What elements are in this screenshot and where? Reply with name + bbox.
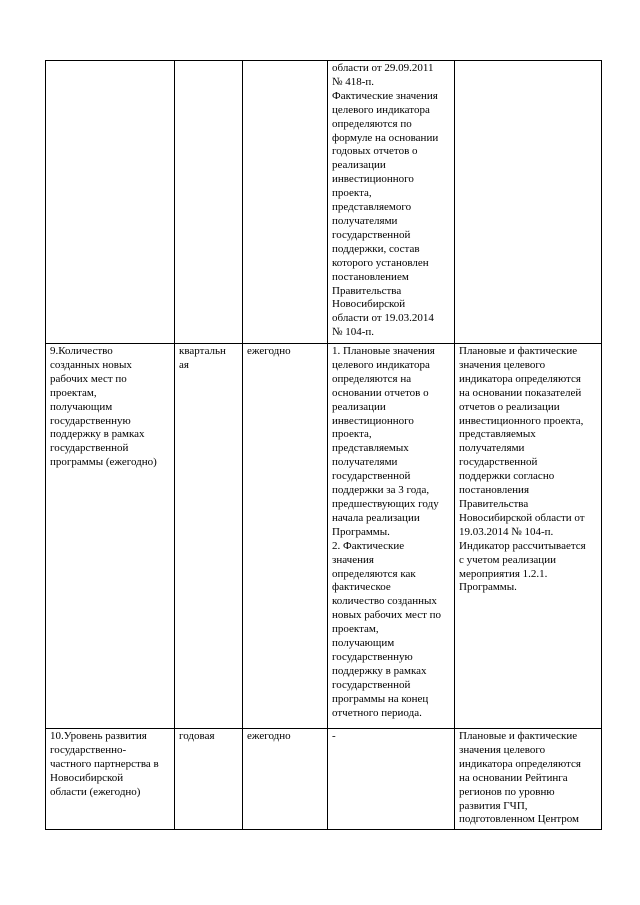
- cell-text-line: отчетов о реализации: [459, 400, 560, 413]
- cell-text-line: рабочих мест по: [50, 372, 127, 385]
- cell-text-line: фактическое: [332, 581, 391, 594]
- cell-text-line: определяются как: [332, 567, 416, 580]
- cell-text-line: формуле на основании: [332, 131, 439, 144]
- cell-text-line: 2. Фактические: [332, 539, 405, 552]
- cell-text-line: государственной: [332, 228, 411, 241]
- cell-text-line: определяются по: [332, 117, 412, 130]
- cell-text-line: предшествующих году: [332, 497, 439, 510]
- cell-text-line: получающим: [332, 637, 395, 650]
- cell-text-line: новых рабочих мест по: [332, 609, 442, 622]
- periodicity-cell: [175, 729, 243, 830]
- cell-text-line: постановления: [459, 484, 530, 497]
- cell-text-line: государственную: [50, 414, 131, 427]
- cell-text-line: 9.Количество: [50, 345, 113, 357]
- cell-text-line: инвестиционного проекта,: [459, 414, 584, 427]
- cell-text-line: значения целевого: [459, 358, 546, 371]
- cell-text-line: № 104-п.: [332, 326, 375, 339]
- cell-text-line: целевого индикатора: [332, 103, 430, 116]
- cell-text-line: инвестиционного: [332, 173, 414, 186]
- cell-text-line: индикатора определяются: [459, 372, 581, 385]
- table-row: [46, 729, 602, 830]
- cell-text-line: годовая: [179, 730, 215, 742]
- cell-text-line: поддержки, состав: [332, 242, 420, 255]
- cell-text-line: получателями: [332, 214, 398, 227]
- cell-text-line: № 418-п.: [332, 75, 375, 88]
- cell-text-line: ежегодно: [247, 345, 291, 357]
- cell-text-line: области от 29.09.2011: [332, 62, 434, 74]
- cell-text-line: которого установлен: [332, 256, 429, 269]
- frequency-cell: [243, 729, 328, 830]
- cell-text-line: программы (ежегодно): [50, 456, 157, 469]
- cell-text-line: государственной: [332, 678, 411, 691]
- frequency-cell: [243, 344, 328, 729]
- cell-text-line: на основании Рейтинга: [459, 771, 568, 784]
- cell-text-line: реализации: [332, 400, 386, 413]
- cell-text-line: Новосибирской: [332, 298, 406, 311]
- cell-text-line: представляемых: [332, 442, 409, 455]
- notes-cell: [455, 729, 602, 830]
- method-cell: [328, 61, 455, 344]
- periodicity-cell: [175, 344, 243, 729]
- cell-text-line: реализации: [332, 159, 386, 172]
- cell-text-line: государственную: [332, 650, 413, 663]
- cell-text-line: Правительства: [459, 497, 529, 510]
- cell-text-line: проекта,: [332, 187, 372, 200]
- cell-text-line: годовых отчетов о: [332, 145, 418, 158]
- frequency-cell: [243, 61, 328, 344]
- cell-text-line: регионов по уровню: [459, 785, 555, 798]
- table-row: [46, 344, 602, 729]
- cell-text-line: основании отчетов о: [332, 386, 429, 399]
- periodicity-cell: [175, 61, 243, 344]
- table-row: [46, 61, 602, 344]
- cell-text-line: государственно-: [50, 743, 127, 756]
- cell-text-line: поддержки согласно: [459, 470, 555, 483]
- cell-text-line: Новосибирской: [50, 771, 124, 784]
- cell-text-line: Плановые и фактические: [459, 345, 578, 357]
- cell-text-line: проектам,: [332, 623, 379, 636]
- cell-text-line: количество созданных: [332, 595, 437, 608]
- cell-text-line: целевого индикатора: [332, 358, 430, 371]
- cell-text-line: инвестиционного: [332, 414, 414, 427]
- cell-text-line: программы на конец: [332, 692, 429, 705]
- cell-text-line: Программы.: [459, 581, 517, 594]
- notes-cell: [455, 61, 602, 344]
- indicators-table: [45, 60, 602, 830]
- cell-text-line: представляемого: [332, 201, 412, 214]
- cell-text-line: области (ежегодно): [50, 785, 141, 798]
- cell-text-line: индикатора определяются: [459, 757, 581, 770]
- cell-text-line: поддержку в рамках: [50, 428, 145, 441]
- cell-text-line: начала реализации: [332, 511, 420, 524]
- cell-text-line: Правительства: [332, 284, 402, 297]
- cell-text-line: представляемых: [459, 428, 536, 441]
- cell-text-line: поддержку в рамках: [332, 664, 427, 677]
- cell-text-line: 19.03.2014 № 104-п.: [459, 525, 554, 538]
- cell-text-line: на основании показателей: [459, 386, 582, 399]
- cell-text-line: -: [332, 730, 336, 742]
- cell-text-line: Фактические значения: [332, 89, 438, 102]
- indicator-cell: [46, 61, 175, 344]
- cell-text-line: 1. Плановые значения: [332, 345, 435, 357]
- cell-text-line: значения целевого: [459, 743, 546, 756]
- cell-text-line: Программы.: [332, 525, 390, 538]
- indicator-cell: [46, 729, 175, 830]
- cell-text-line: государственной: [50, 442, 129, 455]
- indicator-cell: [46, 344, 175, 729]
- cell-text-line: области от 19.03.2014: [332, 312, 434, 325]
- cell-text-line: проекта,: [332, 428, 372, 441]
- cell-text-line: проектам,: [50, 386, 97, 399]
- notes-cell: [455, 344, 602, 729]
- cell-text-line: ежегодно: [247, 730, 291, 742]
- cell-text-line: государственной: [459, 456, 538, 469]
- cell-text-line: Плановые и фактические: [459, 730, 578, 742]
- method-cell: [328, 729, 455, 830]
- method-cell: [328, 344, 455, 729]
- cell-text-line: получающим: [50, 400, 113, 413]
- cell-text-line: государственной: [332, 470, 411, 483]
- cell-text-line: развития ГЧП,: [459, 799, 528, 812]
- cell-text-line: 10.Уровень развития: [50, 730, 147, 742]
- cell-text-line: значения: [332, 553, 374, 566]
- cell-text-line: с учетом реализации: [459, 553, 556, 566]
- cell-text-line: подготовленном Центром: [459, 813, 580, 826]
- cell-text-line: поддержки за 3 года,: [332, 484, 430, 497]
- cell-text-line: частного партнерства в: [50, 757, 159, 770]
- cell-text-line: Индикатор рассчитывается: [459, 539, 586, 552]
- cell-text-line: постановлением: [332, 270, 409, 283]
- cell-text-line: определяются на: [332, 372, 412, 385]
- cell-text-line: получателями: [459, 442, 525, 455]
- cell-text-line: отчетного периода.: [332, 706, 422, 719]
- cell-text-line: получателями: [332, 456, 398, 469]
- indicators-table-body: [46, 61, 602, 830]
- cell-text-line: созданных новых: [50, 358, 132, 371]
- cell-text-line: квартальн: [179, 345, 226, 357]
- cell-text-line: ая: [179, 358, 189, 371]
- cell-text-line: мероприятия 1.2.1.: [459, 567, 548, 580]
- cell-text-line: Новосибирской области от: [459, 511, 585, 524]
